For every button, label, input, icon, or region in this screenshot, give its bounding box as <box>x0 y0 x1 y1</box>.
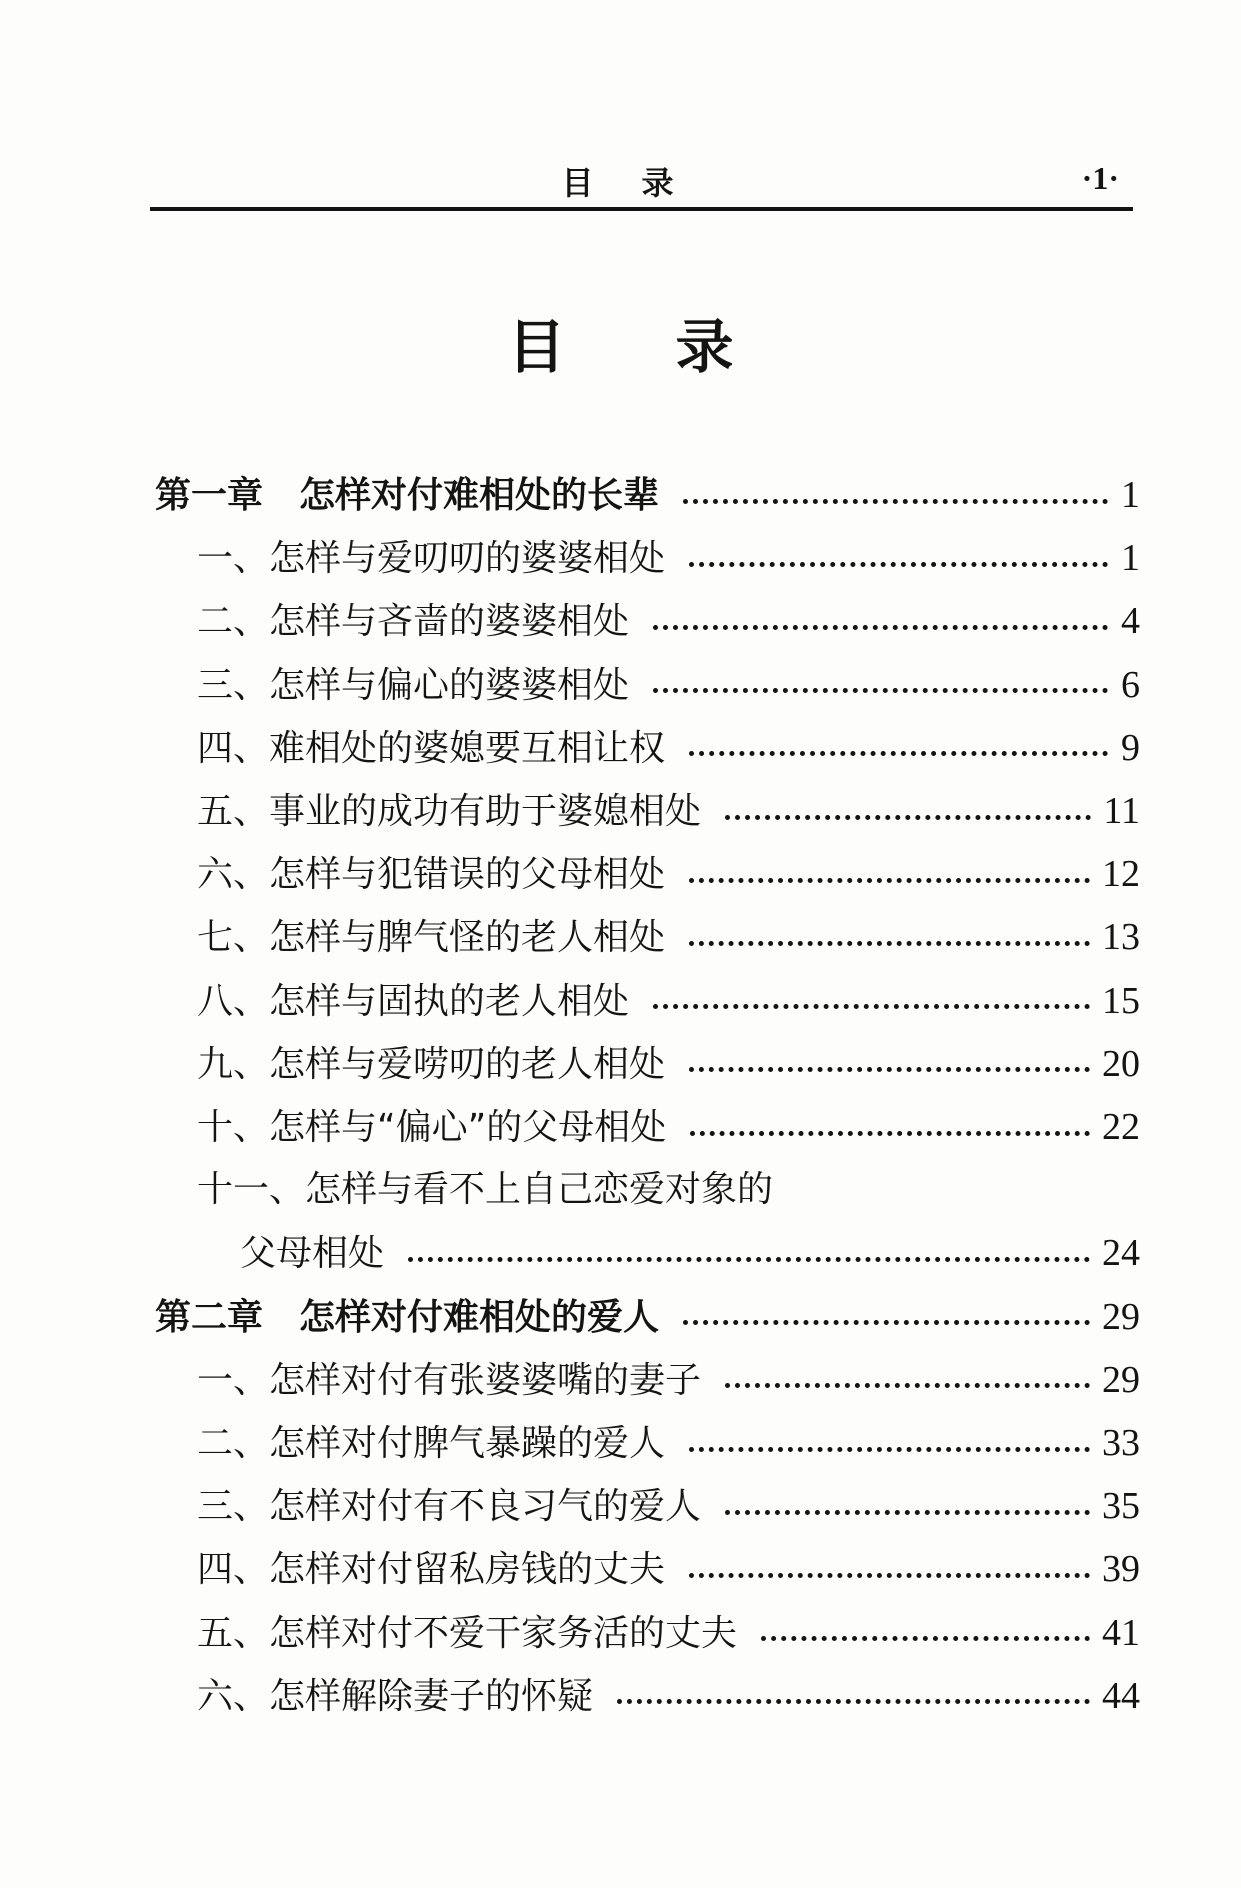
toc-chapter-entry[interactable] <box>155 1292 1140 1342</box>
toc-entry[interactable] <box>197 660 1140 710</box>
dot-leader <box>689 751 1108 756</box>
toc-entry[interactable] <box>197 1039 1140 1089</box>
toc-entry-label: 第一章 怎样对付难相处的长辈 <box>155 475 660 516</box>
toc-entry-page: 4 <box>1121 600 1140 643</box>
dot-leader <box>725 1510 1090 1515</box>
toc-entry-page: 41 <box>1102 1611 1140 1654</box>
toc-entry-label: 五、怎样对付不爱干家务活的丈夫 <box>197 1612 738 1654</box>
running-head-title: 目录 <box>561 164 722 202</box>
toc-entry-page: 24 <box>1102 1232 1140 1275</box>
toc-entry-page: 12 <box>1102 853 1140 896</box>
toc-entry-label: 十、怎样与“偏心”的父母相处 <box>197 1107 667 1148</box>
toc-entry[interactable] <box>197 849 1140 899</box>
dot-leader <box>683 499 1108 504</box>
toc-entry-label: 第二章 怎样对付难相处的爱人 <box>155 1296 660 1338</box>
dot-leader <box>408 1257 1090 1262</box>
toc-entry-label: 二、怎样与吝啬的婆婆相处 <box>197 601 630 643</box>
toc-entry-page: 39 <box>1102 1548 1140 1591</box>
toc-chapter-entry[interactable] <box>155 470 1140 520</box>
toc-entry-label: 六、怎样解除妻子的怀疑 <box>197 1675 594 1717</box>
toc-entry[interactable] <box>197 596 1140 646</box>
toc-entry-page: 22 <box>1102 1106 1140 1148</box>
toc-entry[interactable] <box>197 1608 1140 1658</box>
dot-leader <box>690 1131 1090 1136</box>
toc-entry-label: 三、怎样对付有不良习气的爱人 <box>197 1486 702 1528</box>
dot-leader <box>689 1067 1090 1072</box>
dot-leader <box>761 1636 1090 1641</box>
toc-entry-page: 13 <box>1102 916 1140 959</box>
toc-entry-label: 二、怎样对付脾气暴躁的爱人 <box>197 1423 666 1464</box>
toc-entry[interactable] <box>240 1228 1140 1278</box>
toc-entry-label: 一、怎样与爱叨叨的婆婆相处 <box>197 538 666 580</box>
toc-entry-label: 五、事业的成功有助于婆媳相处 <box>197 791 702 832</box>
dot-leader <box>689 941 1090 946</box>
toc-entry-label: 六、怎样与犯错误的父母相处 <box>197 854 666 896</box>
toc-entry-label: 七、怎样与脾气怪的老人相处 <box>197 917 666 959</box>
toc-entry[interactable] <box>197 1544 1140 1594</box>
toc-entry[interactable] <box>197 786 1140 836</box>
header-rule <box>150 207 1133 211</box>
toc-entry[interactable] <box>197 1102 1140 1152</box>
toc-entry[interactable] <box>197 1481 1140 1531</box>
running-head-page-number: ·1· <box>1081 160 1119 196</box>
dot-leader <box>683 1320 1090 1325</box>
toc-entry[interactable] <box>197 1418 1140 1468</box>
toc-entry-page: 15 <box>1102 979 1140 1022</box>
toc-entry-page: 9 <box>1121 726 1140 769</box>
dot-leader <box>725 1383 1090 1388</box>
toc-entry-page: 11 <box>1103 790 1140 832</box>
dot-leader <box>689 878 1090 883</box>
toc-entry[interactable] <box>197 723 1140 773</box>
toc-entry-page: 35 <box>1102 1485 1140 1528</box>
toc-entry-page: 33 <box>1102 1422 1140 1464</box>
dot-leader <box>725 815 1091 820</box>
toc-entry-label: 四、难相处的婆媳要互相让权 <box>197 727 666 769</box>
toc-entry-page: 1 <box>1121 474 1140 516</box>
dot-leader <box>689 1573 1090 1578</box>
toc-entry-page: 29 <box>1102 1358 1140 1401</box>
toc-entry[interactable] <box>197 976 1140 1026</box>
dot-leader <box>653 1004 1090 1009</box>
toc-entry-label: 八、怎样与固执的老人相处 <box>197 980 630 1022</box>
toc-entry[interactable] <box>197 912 1140 962</box>
dot-leader <box>617 1699 1090 1704</box>
toc-entry-label: 父母相处 <box>240 1233 385 1275</box>
page-title: 目录 <box>507 313 844 381</box>
toc-entry-label: 四、怎样对付留私房钱的丈夫 <box>197 1549 666 1591</box>
toc-entry-page: 29 <box>1102 1295 1140 1338</box>
toc-entry-page: 1 <box>1121 537 1140 580</box>
toc-entry[interactable] <box>197 533 1140 583</box>
toc-entry[interactable] <box>197 1165 1140 1215</box>
toc-entry[interactable] <box>197 1355 1140 1405</box>
toc-entry-page: 6 <box>1121 663 1140 706</box>
running-head <box>150 150 1133 200</box>
toc-entry-page: 20 <box>1102 1042 1140 1085</box>
toc-entry-label: 一、怎样对付有张婆婆嘴的妻子 <box>197 1359 702 1401</box>
toc-entry-label: 九、怎样与爱唠叨的老人相处 <box>197 1043 666 1085</box>
dot-leader <box>653 625 1108 630</box>
dot-leader <box>653 688 1108 693</box>
dot-leader <box>689 562 1108 567</box>
toc-entry-label: 十一、怎样与看不上自己恋爱对象的 <box>197 1169 774 1211</box>
dot-leader <box>689 1447 1090 1452</box>
toc-entry-page: 44 <box>1102 1674 1140 1717</box>
toc-entry[interactable] <box>197 1671 1140 1721</box>
toc-entry-label: 三、怎样与偏心的婆婆相处 <box>197 664 630 706</box>
